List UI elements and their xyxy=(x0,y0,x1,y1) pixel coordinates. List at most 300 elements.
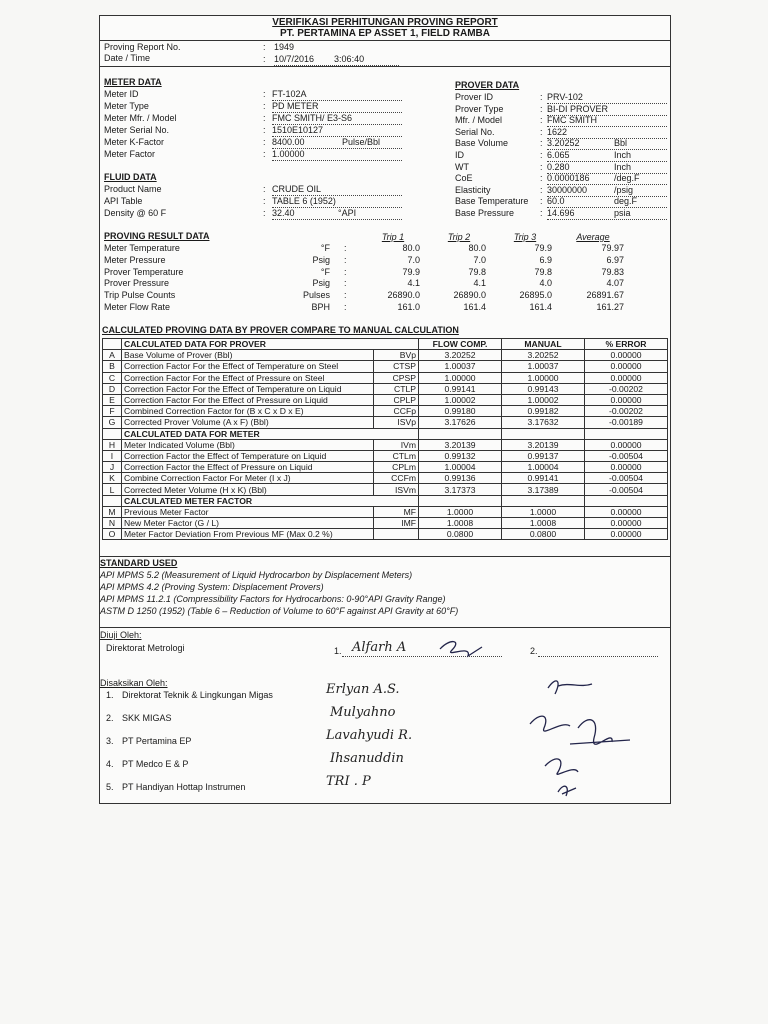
meter-value xyxy=(272,149,402,161)
calc-flow-comp: 0.99132 xyxy=(419,450,502,461)
prover-value-text: 0.280 xyxy=(547,161,570,172)
calc-description: Meter Factor Deviation From Previous MF (Max 0.2 %) xyxy=(122,529,374,540)
report-title: VERIFIKASI PERHITUNGAN PROVING REPORT xyxy=(272,17,498,28)
prover-heading: PROVER DATA xyxy=(455,80,520,90)
calc-error: 0.00000 xyxy=(585,361,668,372)
date-label: Date / Time xyxy=(104,53,151,63)
calc-letter: J xyxy=(103,462,122,473)
calc-description: Base Volume of Prover (Bbl) xyxy=(122,350,374,361)
calc-letter: I xyxy=(103,450,122,461)
proving-value: 26890.0 xyxy=(387,290,420,301)
prover-unit: /psig xyxy=(614,184,634,195)
meter-label: Meter K-Factor xyxy=(104,137,165,147)
col-flow-header: FLOW COMP. xyxy=(419,339,502,350)
calc-error: -0.00202 xyxy=(585,383,668,394)
prover-label: Base Pressure xyxy=(455,208,515,218)
calc-empty xyxy=(502,428,585,439)
colon: : xyxy=(263,196,266,206)
calc-description: Correction Factor the Effect of Temperature on Liquid xyxy=(122,450,374,461)
calc-manual: 0.0800 xyxy=(502,529,585,540)
proving-value: 7.0 xyxy=(407,254,420,265)
proving-value: 4.07 xyxy=(606,278,624,289)
colon: : xyxy=(344,243,347,253)
witness-signature: Lavahyudi R. xyxy=(326,728,413,743)
proving-value: 26895.0 xyxy=(519,290,552,301)
proving-value: 79.9 xyxy=(534,243,552,253)
title-divider xyxy=(100,40,670,41)
calc-manual: 0.99141 xyxy=(502,473,585,484)
calc-description: Correction Factor For the Effect of Pressure on Liquid xyxy=(122,394,374,405)
proving-unit: °F xyxy=(320,243,330,253)
colon: : xyxy=(344,302,347,312)
calc-letter: H xyxy=(103,439,122,450)
proving-unit: BPH xyxy=(311,302,330,312)
calc-manual: 1.00002 xyxy=(502,394,585,405)
prover-label: CoE xyxy=(455,173,473,184)
meter-value-text: FT-102A xyxy=(272,89,307,99)
calc-symbol: BVp xyxy=(374,350,419,361)
prover-value-text: PRV-102 xyxy=(547,92,583,102)
fluid-heading: FLUID DATA xyxy=(104,172,157,182)
colon: : xyxy=(540,184,543,195)
proving-unit: Psig xyxy=(312,278,330,289)
calc-letter: M xyxy=(103,506,122,517)
standard-item: API MPMS 11.2.1 (Compressibility Factors for Hydrocarbons: 0-90°API Gravity Range) xyxy=(100,594,446,604)
calc-description: Correction Factor For the Effect of Temperature on Liquid xyxy=(122,383,374,394)
calc-description: Meter Indicated Volume (Bbl) xyxy=(122,439,374,450)
calc-error: -0.00504 xyxy=(585,484,668,495)
proving-label: Trip Pulse Counts xyxy=(104,290,176,301)
colon: : xyxy=(263,113,266,123)
meter-value-text: 8400.00 xyxy=(272,137,305,147)
colon: : xyxy=(540,126,543,137)
calc-row xyxy=(103,350,668,361)
calc-letter: L xyxy=(103,484,122,495)
calc-symbol: CPLm xyxy=(374,462,419,473)
witness-number: 4. xyxy=(106,759,114,769)
prover-unit: /deg.F xyxy=(614,173,640,184)
fluid-label: API Table xyxy=(104,196,143,206)
calc-letter: C xyxy=(103,372,122,383)
calc-section-prover: CALCULATED DATA FOR PROVER xyxy=(122,339,419,350)
calc-letter-empty xyxy=(103,339,122,350)
calc-heading: CALCULATED PROVING DATA BY PROVER COMPARE TO MANUAL CALCULATION xyxy=(102,325,459,335)
fluid-value xyxy=(272,208,402,220)
fluid-value xyxy=(272,184,402,196)
proving-col-header: Average xyxy=(576,232,610,242)
calc-row xyxy=(103,450,668,461)
prover-value xyxy=(547,150,667,162)
proving-value: 161.4 xyxy=(463,302,486,312)
calc-manual: 3.20139 xyxy=(502,439,585,450)
prover-value xyxy=(547,196,667,208)
calc-row xyxy=(103,406,668,417)
colon: : xyxy=(263,101,266,111)
witness-scribble-3 xyxy=(570,720,630,745)
proving-label: Meter Temperature xyxy=(104,243,180,253)
proving-value: 161.27 xyxy=(596,302,624,312)
calc-row xyxy=(103,394,668,405)
colon: : xyxy=(263,137,266,147)
fluid-value xyxy=(272,196,402,208)
report-no-label: Proving Report No. xyxy=(104,42,181,52)
calc-empty xyxy=(585,495,668,506)
witness-signature: Mulyahno xyxy=(330,705,396,720)
calc-row xyxy=(103,529,668,540)
proving-value: 26890.0 xyxy=(453,290,486,301)
calc-flow-comp: 1.00037 xyxy=(419,361,502,372)
calc-manual: 3.17632 xyxy=(502,417,585,428)
calc-flow-comp: 3.17626 xyxy=(419,417,502,428)
proving-value: 79.8 xyxy=(468,266,486,277)
tested-no-2: 2. xyxy=(530,646,538,656)
witness-org: PT Medco E & P xyxy=(122,759,189,769)
col-error-header: % ERROR xyxy=(585,339,668,350)
proving-value: 6.9 xyxy=(539,254,552,265)
calc-letter: E xyxy=(103,394,122,405)
prover-value-text: 1622 xyxy=(547,126,568,137)
colon: : xyxy=(540,115,543,126)
proving-value: 6.97 xyxy=(606,254,624,265)
prover-label: WT xyxy=(455,161,469,172)
witness-number: 5. xyxy=(106,782,114,792)
calc-manual: 3.20252 xyxy=(502,350,585,361)
proving-value: 79.8 xyxy=(534,266,552,277)
date-text: 10/7/2016 xyxy=(274,54,315,64)
calc-row xyxy=(103,473,668,484)
calc-manual: 1.0000 xyxy=(502,506,585,517)
standard-item: API MPMS 5.2 (Measurement of Liquid Hydrocarbon by Displacement Meters) xyxy=(100,570,413,580)
prover-unit: psia xyxy=(614,208,631,218)
prover-label: Base Temperature xyxy=(455,196,529,207)
prover-label: Mfr. / Model xyxy=(455,115,503,126)
standard-heading: STANDARD USED xyxy=(100,558,178,568)
calc-description: Previous Meter Factor xyxy=(122,506,374,517)
meter-value xyxy=(272,101,402,113)
prover-label: Base Volume xyxy=(455,138,509,149)
calc-description: New Meter Factor (G / L) xyxy=(122,518,374,529)
calc-manual: 1.00000 xyxy=(502,372,585,383)
calc-row xyxy=(103,417,668,428)
colon: : xyxy=(344,254,347,265)
colon: : xyxy=(263,208,266,218)
fluid-value-text: 32.40 xyxy=(272,208,295,218)
calc-symbol: CTLm xyxy=(374,450,419,461)
calc-section-row xyxy=(103,428,668,439)
calc-flow-comp: 0.99180 xyxy=(419,406,502,417)
colon: : xyxy=(263,89,266,99)
proving-unit: °F xyxy=(320,266,330,277)
handwritten-signatures xyxy=(100,616,670,806)
witness-scribble-1 xyxy=(548,681,592,694)
calc-row xyxy=(103,361,668,372)
prover-value-text: BI-DI PROVER xyxy=(547,103,609,114)
prover-value-text: 3.20252 xyxy=(547,138,580,149)
calc-error: 0.00000 xyxy=(585,462,668,473)
calc-row xyxy=(103,518,668,529)
proving-unit: Pulses xyxy=(302,290,330,301)
meter-value-text: 1510E10127 xyxy=(272,125,324,135)
proving-value: 7.0 xyxy=(473,254,486,265)
colon: : xyxy=(540,138,543,149)
prover-unit: Inch xyxy=(614,150,632,160)
calc-letter: B xyxy=(103,361,122,372)
calc-flow-comp: 1.00002 xyxy=(419,394,502,405)
calc-letter: A xyxy=(103,350,122,361)
tested-no-1: 1. xyxy=(334,646,342,656)
calc-section-row xyxy=(103,495,668,506)
fluid-value-text: TABLE 6 (1952) xyxy=(272,196,336,206)
witness-signature: TRI . P xyxy=(326,774,371,789)
meter-value-text: 1.00000 xyxy=(272,149,305,159)
calc-row xyxy=(103,484,668,495)
tested-scribble xyxy=(440,642,482,656)
witness-org: PT Pertamina EP xyxy=(122,736,192,746)
proving-heading: PROVING RESULT DATA xyxy=(104,231,210,241)
calc-symbol: CPSP xyxy=(374,372,419,383)
meter-value xyxy=(272,137,402,149)
prover-label: ID xyxy=(455,150,464,160)
meter-label: Meter ID xyxy=(104,89,139,99)
calc-symbol: IMF xyxy=(374,518,419,529)
calc-error: -0.00202 xyxy=(585,406,668,417)
witness-org: Direktorat Teknik & Lingkungan Migas xyxy=(122,690,273,700)
prover-value xyxy=(547,185,667,197)
calc-manual: 0.99182 xyxy=(502,406,585,417)
calc-description: Correction Factor the Effect of Pressure on Liquid xyxy=(122,462,374,473)
prover-value xyxy=(547,115,667,127)
tested-org: Direktorat Metrologi xyxy=(106,643,185,653)
meter-label: Meter Mfr. / Model xyxy=(104,113,177,123)
prover-value-text: 60.0 xyxy=(547,196,565,207)
calc-letter-empty xyxy=(103,495,122,506)
witness-signature: Erlyan A.S. xyxy=(326,682,400,697)
proving-label: Prover Pressure xyxy=(104,278,170,289)
calc-letter: K xyxy=(103,473,122,484)
meter-heading: METER DATA xyxy=(104,77,162,87)
prover-label: Prover Type xyxy=(455,103,504,114)
calc-symbol: CTLP xyxy=(374,383,419,394)
calc-manual: 1.0008 xyxy=(502,518,585,529)
calc-manual: 0.99137 xyxy=(502,450,585,461)
fluid-label: Product Name xyxy=(104,184,162,194)
witness-scribble-5 xyxy=(558,786,576,796)
calc-flow-comp: 0.0800 xyxy=(419,529,502,540)
witness-scribble-2 xyxy=(530,716,570,731)
colon: : xyxy=(344,266,347,277)
proving-value: 161.4 xyxy=(529,302,552,312)
colon: : xyxy=(540,103,543,114)
calc-section-meter: CALCULATED DATA FOR METER xyxy=(122,428,419,439)
witness-number: 2. xyxy=(106,713,114,723)
calc-symbol: CTSP xyxy=(374,361,419,372)
calc-letter: N xyxy=(103,518,122,529)
colon: : xyxy=(263,184,266,194)
calc-empty xyxy=(502,495,585,506)
proving-col-header: Trip 3 xyxy=(513,232,537,242)
proving-col-header: Trip 2 xyxy=(447,232,471,242)
calc-flow-comp: 0.99141 xyxy=(419,383,502,394)
calc-symbol: ISVp xyxy=(374,417,419,428)
prover-unit: deg.F xyxy=(614,196,638,207)
proving-value: 4.1 xyxy=(407,278,420,289)
prover-label: Prover ID xyxy=(455,92,494,102)
prover-value-text: 30000000 xyxy=(547,184,588,195)
witness-org: SKK MIGAS xyxy=(122,713,172,723)
colon: : xyxy=(344,290,347,301)
witness-number: 3. xyxy=(106,736,114,746)
witness-heading: Disaksikan Oleh: xyxy=(100,678,168,688)
prover-value xyxy=(547,173,667,185)
meter-label: Meter Type xyxy=(104,101,149,111)
calc-description: Corrected Prover Volume (A x F) (Bbl) xyxy=(122,417,374,428)
calc-error: -0.00504 xyxy=(585,450,668,461)
calc-error: -0.00504 xyxy=(585,473,668,484)
meter-value-text: FMC SMITH/ E3-S6 xyxy=(272,113,353,123)
calc-row xyxy=(103,383,668,394)
calc-row xyxy=(103,372,668,383)
proving-value: 26891.67 xyxy=(586,290,624,301)
meter-value xyxy=(272,89,402,101)
prover-value-text: 14.696 xyxy=(547,208,575,218)
prover-value xyxy=(547,92,667,104)
colon: : xyxy=(540,208,543,218)
calc-section-row xyxy=(103,339,668,350)
prover-value xyxy=(547,138,667,150)
calc-symbol: CCFp xyxy=(374,406,419,417)
prover-value-text: 0.0000186 xyxy=(547,173,590,184)
calc-letter: D xyxy=(103,383,122,394)
calc-error: 0.00000 xyxy=(585,394,668,405)
proving-value: 4.1 xyxy=(473,278,486,289)
witness-scribble-4 xyxy=(545,759,578,774)
calc-letter: F xyxy=(103,406,122,417)
prover-value xyxy=(547,208,667,220)
calc-error: 0.00000 xyxy=(585,506,668,517)
proving-label: Meter Flow Rate xyxy=(104,302,171,312)
prover-label: Elasticity xyxy=(455,184,491,195)
colon: : xyxy=(540,92,543,102)
calc-flow-comp: 3.20252 xyxy=(419,350,502,361)
calc-manual: 0.99143 xyxy=(502,383,585,394)
fluid-unit: °API xyxy=(338,208,357,218)
col-manual-header: MANUAL xyxy=(502,339,585,350)
calc-letter: G xyxy=(103,417,122,428)
calc-description: Corrected Meter Volume (H x K) (Bbl) xyxy=(122,484,374,495)
calc-flow-comp: 1.0008 xyxy=(419,518,502,529)
colon: : xyxy=(540,173,543,184)
date-value xyxy=(274,54,399,66)
calc-description: Correction Factor For the Effect of Temperature on Steel xyxy=(122,361,374,372)
calc-manual: 3.17389 xyxy=(502,484,585,495)
proving-label: Prover Temperature xyxy=(104,266,184,277)
calc-flow-comp: 1.00000 xyxy=(419,372,502,383)
prover-value-text: 6.065 xyxy=(547,150,570,160)
calc-description: Combined Correction Factor for (B x C x D x E) xyxy=(122,406,374,417)
calc-description: Correction Factor For the Effect of Pressure on Steel xyxy=(122,372,374,383)
calc-flow-comp: 3.20139 xyxy=(419,439,502,450)
calc-error: 0.00000 xyxy=(585,350,668,361)
calc-flow-comp: 0.99136 xyxy=(419,473,502,484)
colon: : xyxy=(540,161,543,172)
calc-error: 0.00000 xyxy=(585,529,668,540)
header-divider xyxy=(100,66,670,67)
prover-value-text: FMC SMITH xyxy=(547,115,597,126)
meter-value-text: PD METER xyxy=(272,101,319,111)
calc-flow-comp: 1.0000 xyxy=(419,506,502,517)
fluid-value-text: CRUDE OIL xyxy=(272,184,322,194)
tested-signature: Alfarh A xyxy=(352,640,407,655)
calc-manual: 1.00004 xyxy=(502,462,585,473)
colon: : xyxy=(263,125,266,135)
calc-row xyxy=(103,462,668,473)
report-subtitle: PT. PERTAMINA EP ASSET 1, FIELD RAMBA xyxy=(279,28,491,39)
calc-row xyxy=(103,439,668,450)
prover-value xyxy=(547,127,667,139)
calc-description: Combine Correction Factor For Meter (I x J) xyxy=(122,473,374,484)
proving-value: 79.9 xyxy=(402,266,420,277)
witness-signature: Ihsanuddin xyxy=(330,751,404,766)
proving-col-header: Trip 1 xyxy=(381,232,405,242)
prover-value xyxy=(547,162,667,174)
calc-section-mf: CALCULATED METER FACTOR xyxy=(122,495,419,506)
calc-table xyxy=(102,338,668,540)
colon: : xyxy=(263,149,266,159)
proving-value: 161.0 xyxy=(397,302,420,312)
calc-flow-comp: 1.00004 xyxy=(419,462,502,473)
meter-value xyxy=(272,113,402,125)
colon: : xyxy=(540,196,543,207)
calc-symbol: CCFm xyxy=(374,473,419,484)
meter-label: Meter Factor xyxy=(104,149,156,159)
colon: : xyxy=(263,42,266,52)
proving-value: 4.0 xyxy=(539,278,552,289)
standard-divider xyxy=(100,556,670,557)
calc-flow-comp: 3.17373 xyxy=(419,484,502,495)
proving-value: 80.0 xyxy=(468,243,486,253)
colon: : xyxy=(540,150,543,160)
witness-number: 1. xyxy=(106,690,114,700)
proving-unit: Psig xyxy=(312,254,330,265)
prover-unit: Bbl xyxy=(614,138,628,149)
calc-symbol: CPLP xyxy=(374,394,419,405)
tested-heading: Diuji Oleh: xyxy=(100,630,142,640)
proving-value: 80.0 xyxy=(402,243,420,253)
calc-symbol xyxy=(374,529,419,540)
witness-org: PT Handiyan Hottap Instrumen xyxy=(122,782,246,792)
meter-label: Meter Serial No. xyxy=(104,125,170,135)
proving-value: 79.97 xyxy=(601,243,624,253)
calc-symbol: MF xyxy=(374,506,419,517)
calc-error: -0.00189 xyxy=(585,417,668,428)
report-no-value: 1949 xyxy=(274,42,295,52)
calc-empty xyxy=(419,495,502,506)
standard-item: ASTM D 1250 (1952) (Table 6 – Reduction of Volume to 60°F against API Gravity at 60°F) xyxy=(100,606,459,616)
calc-symbol: IVm xyxy=(374,439,419,450)
calc-letter-empty xyxy=(103,428,122,439)
calc-empty xyxy=(419,428,502,439)
calc-error: 0.00000 xyxy=(585,372,668,383)
calc-manual: 1.00037 xyxy=(502,361,585,372)
calc-error: 0.00000 xyxy=(585,439,668,450)
calc-error: 0.00000 xyxy=(585,518,668,529)
calc-letter: O xyxy=(103,529,122,540)
meter-unit: Pulse/Bbl xyxy=(342,137,381,147)
fluid-label: Density @ 60 F xyxy=(104,208,167,218)
prover-unit: Inch xyxy=(614,161,632,172)
colon: : xyxy=(344,278,347,289)
proving-label: Meter Pressure xyxy=(104,254,166,265)
